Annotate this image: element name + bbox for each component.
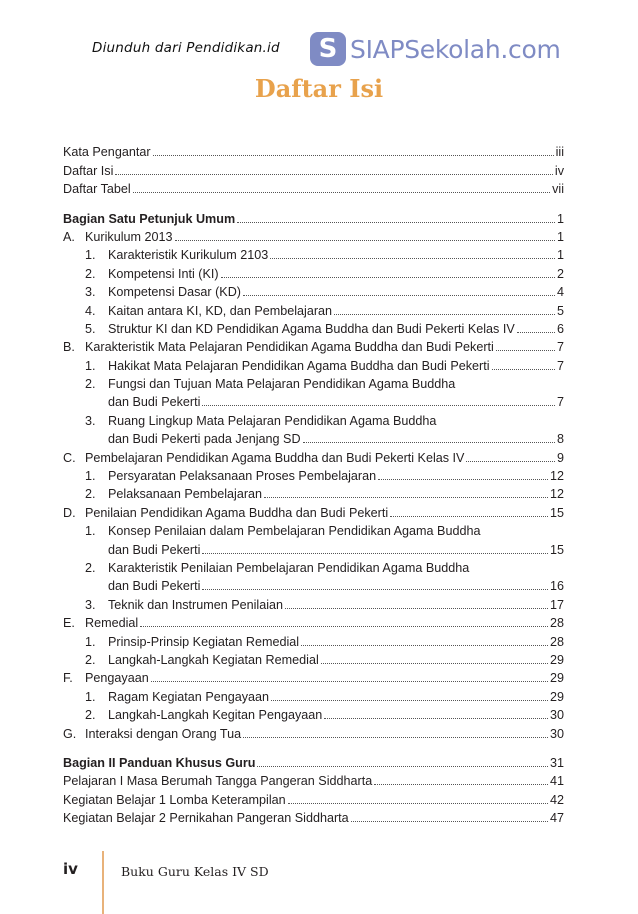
toc-entry-label: Karakteristik Mata Pelajaran Pendidikan Agama Buddha dan Budi Pekerti bbox=[85, 340, 494, 355]
toc-entry-number: 1. bbox=[85, 358, 96, 373]
toc-entry-number: 1. bbox=[85, 248, 96, 263]
toc-entry[interactable] bbox=[63, 375, 564, 393]
toc-entry-label: Fungsi dan Tujuan Mata Pelajaran Pendidikan Agama Buddha bbox=[108, 377, 456, 392]
toc-entry[interactable] bbox=[63, 790, 564, 808]
toc-leader-dots bbox=[390, 516, 548, 517]
toc-entry-number: 2. bbox=[85, 560, 96, 575]
toc-entry[interactable] bbox=[63, 320, 564, 338]
page-title: Daftar Isi bbox=[254, 74, 384, 103]
toc-leader-dots bbox=[321, 663, 548, 664]
toc-entry-label: Pengayaan bbox=[85, 671, 149, 686]
toc-entry[interactable] bbox=[63, 651, 564, 669]
toc-entry-page: 30 bbox=[549, 726, 564, 741]
toc-entry-label: Pelaksanaan Pembelajaran bbox=[108, 487, 263, 502]
toc-leader-dots bbox=[492, 369, 555, 370]
toc-leader-dots bbox=[243, 295, 555, 296]
toc-entry-page: 7 bbox=[556, 358, 564, 373]
toc-entry-number: 2. bbox=[85, 266, 96, 281]
toc-entry-page: 29 bbox=[549, 671, 564, 686]
toc-leader-dots bbox=[374, 784, 548, 785]
toc-entry-number: 1. bbox=[85, 469, 96, 484]
toc-entry[interactable] bbox=[63, 669, 564, 687]
toc-entry-label: Penilaian Pendidikan Agama Buddha dan Budi Pekerti bbox=[85, 505, 389, 520]
toc-entry-label: Hakikat Mata Pelajaran Pendidikan Agama Buddha dan Budi Pekerti bbox=[108, 358, 490, 373]
toc-entry-page: 7 bbox=[556, 395, 564, 410]
toc-leader-dots bbox=[115, 174, 553, 175]
toc-entry-page: iv bbox=[554, 163, 564, 178]
toc-entry-page: 12 bbox=[549, 469, 564, 484]
book-title-footer: Buku Guru Kelas IV SD bbox=[121, 864, 269, 879]
toc-entry[interactable] bbox=[63, 503, 564, 521]
toc-entry[interactable] bbox=[63, 301, 564, 319]
toc-entry[interactable] bbox=[63, 430, 564, 448]
toc-entry-label: dan Budi Pekerti bbox=[108, 395, 201, 410]
toc-entry-page: 41 bbox=[549, 774, 564, 789]
toc-entry-page: 28 bbox=[549, 616, 564, 631]
toc-leader-dots bbox=[153, 155, 554, 156]
section-gap bbox=[63, 198, 564, 209]
page-number: iv bbox=[63, 860, 78, 878]
toc-leader-dots bbox=[237, 222, 555, 223]
toc-leader-dots bbox=[517, 332, 555, 333]
toc-entry-page: 7 bbox=[556, 340, 564, 355]
toc-entry-label: Konsep Penilaian dalam Pembelajaran Pendidikan Agama Buddha bbox=[108, 524, 481, 539]
toc-entry-page: 17 bbox=[549, 597, 564, 612]
toc-entry[interactable] bbox=[63, 577, 564, 595]
toc-entry-label: Pelajaran I Masa Berumah Tangga Pangeran Siddharta bbox=[63, 774, 373, 789]
toc-entry[interactable] bbox=[63, 264, 564, 282]
toc-entry[interactable] bbox=[63, 485, 564, 503]
toc-entry[interactable] bbox=[63, 632, 564, 650]
toc-entry-page: 42 bbox=[549, 792, 564, 807]
toc-leader-dots bbox=[351, 821, 548, 822]
toc-entry-page: 8 bbox=[556, 432, 564, 447]
toc-entry-page: iii bbox=[555, 145, 564, 160]
toc-entry-number: 5. bbox=[85, 321, 96, 336]
toc-entry-page: 5 bbox=[556, 303, 564, 318]
toc-entry[interactable] bbox=[63, 614, 564, 632]
toc-entry-label: Ragam Kegiatan Pengayaan bbox=[108, 689, 270, 704]
toc-entry[interactable] bbox=[63, 467, 564, 485]
toc-entry-number: 2. bbox=[85, 652, 96, 667]
toc-entry-label: Karakteristik Kurikulum 2103 bbox=[108, 248, 269, 263]
table-of-contents bbox=[63, 143, 564, 827]
toc-leader-dots bbox=[257, 766, 548, 767]
toc-entry[interactable] bbox=[63, 143, 564, 161]
toc-entry-number: 3. bbox=[85, 597, 96, 612]
toc-leader-dots bbox=[202, 553, 548, 554]
toc-leader-dots bbox=[221, 277, 555, 278]
toc-leader-dots bbox=[243, 737, 548, 738]
toc-entry-number: 3. bbox=[85, 413, 96, 428]
toc-entry[interactable] bbox=[63, 706, 564, 724]
toc-entry-page: 1 bbox=[556, 229, 564, 244]
toc-entry-page: vii bbox=[552, 182, 564, 197]
toc-entry-page: 2 bbox=[556, 266, 564, 281]
toc-entry-label: Kompetensi Dasar (KD) bbox=[108, 285, 241, 300]
toc-entry-number: C. bbox=[63, 450, 76, 465]
toc-entry-number: G. bbox=[63, 726, 77, 741]
toc-entry-label: Karakteristik Penilaian Pembelajaran Pendidikan Agama Buddha bbox=[108, 560, 470, 575]
toc-entry-page: 29 bbox=[549, 689, 564, 704]
toc-leader-dots bbox=[271, 700, 548, 701]
toc-leader-dots bbox=[140, 626, 548, 627]
toc-entry-label: Kompetensi Inti (KI) bbox=[108, 266, 219, 281]
toc-leader-dots bbox=[175, 240, 555, 241]
toc-entry-label: Teknik dan Instrumen Penilaian bbox=[108, 597, 284, 612]
toc-leader-dots bbox=[466, 461, 555, 462]
toc-entry-page: 1 bbox=[556, 211, 564, 226]
toc-entry[interactable] bbox=[63, 809, 564, 827]
toc-entry[interactable] bbox=[63, 393, 564, 411]
toc-entry-number: 1. bbox=[85, 524, 96, 539]
toc-entry-number: F. bbox=[63, 671, 73, 686]
toc-entry-number: E. bbox=[63, 616, 75, 631]
toc-entry-label: Pembelajaran Pendidikan Agama Buddha dan Budi Pekerti Kelas IV bbox=[85, 450, 465, 465]
toc-entry-label: Bagian Satu Petunjuk Umum bbox=[63, 211, 236, 226]
toc-entry-page: 29 bbox=[549, 652, 564, 667]
toc-entry-page: 9 bbox=[556, 450, 564, 465]
toc-entry[interactable] bbox=[63, 246, 564, 264]
toc-entry-label: Langkah-Langkah Kegitan Pengayaan bbox=[108, 708, 323, 723]
toc-leader-dots bbox=[324, 718, 548, 719]
toc-entry-number: B. bbox=[63, 340, 75, 355]
toc-leader-dots bbox=[496, 350, 555, 351]
toc-entry-page: 31 bbox=[549, 755, 564, 770]
toc-entry-page: 47 bbox=[549, 811, 564, 826]
toc-entry-page: 1 bbox=[556, 248, 564, 263]
toc-entry-label: dan Budi Pekerti pada Jenjang SD bbox=[108, 432, 301, 447]
toc-leader-dots bbox=[285, 608, 548, 609]
toc-entry-number: 1. bbox=[85, 634, 96, 649]
toc-entry[interactable] bbox=[63, 338, 564, 356]
toc-leader-dots bbox=[202, 405, 555, 406]
toc-entry-label: Kurikulum 2013 bbox=[85, 229, 173, 244]
toc-entry[interactable] bbox=[63, 522, 564, 540]
toc-entry[interactable] bbox=[63, 540, 564, 558]
toc-entry[interactable] bbox=[63, 754, 564, 772]
toc-leader-dots bbox=[264, 497, 548, 498]
toc-entry-label: Persyaratan Pelaksanaan Proses Pembelajaran bbox=[108, 469, 377, 484]
toc-entry-page: 16 bbox=[549, 579, 564, 594]
toc-entry-number: D. bbox=[63, 505, 76, 520]
toc-entry[interactable] bbox=[63, 595, 564, 613]
toc-entry-label: Ruang Lingkup Mata Pelajaran Pendidikan Agama Buddha bbox=[108, 413, 437, 428]
watermark-text: Diunduh dari Pendidikan.id bbox=[92, 40, 280, 56]
toc-entry-page: 6 bbox=[556, 321, 564, 336]
toc-leader-dots bbox=[303, 442, 555, 443]
toc-entry-label: Kegiatan Belajar 1 Lomba Keterampilan bbox=[63, 792, 286, 807]
toc-entry-number: 2. bbox=[85, 487, 96, 502]
toc-leader-dots bbox=[202, 589, 548, 590]
toc-entry-number: 2. bbox=[85, 708, 96, 723]
toc-entry[interactable] bbox=[63, 448, 564, 466]
toc-entry-page: 15 bbox=[549, 505, 564, 520]
toc-entry-label: Bagian II Panduan Khusus Guru bbox=[63, 755, 256, 770]
toc-entry[interactable] bbox=[63, 228, 564, 246]
toc-entry-page: 30 bbox=[549, 708, 564, 723]
toc-leader-dots bbox=[301, 645, 548, 646]
toc-entry-label: Remedial bbox=[85, 616, 139, 631]
toc-entry-label: Kegiatan Belajar 2 Pernikahan Pangeran Siddharta bbox=[63, 811, 349, 826]
toc-leader-dots bbox=[334, 314, 555, 315]
toc-entry[interactable] bbox=[63, 411, 564, 429]
toc-entry-label: Kata Pengantar bbox=[63, 145, 151, 160]
toc-entry[interactable] bbox=[63, 687, 564, 705]
toc-entry-number: 2. bbox=[85, 377, 96, 392]
toc-entry-label: dan Budi Pekerti bbox=[108, 542, 201, 557]
toc-leader-dots bbox=[288, 803, 548, 804]
toc-entry-label: Interaksi dengan Orang Tua bbox=[85, 726, 242, 741]
toc-entry-page: 4 bbox=[556, 285, 564, 300]
toc-entry[interactable] bbox=[63, 180, 564, 198]
logo-text: SIAPSekolah.com bbox=[350, 34, 561, 64]
toc-entry-page: 12 bbox=[549, 487, 564, 502]
toc-leader-dots bbox=[270, 258, 555, 259]
toc-entry-page: 15 bbox=[549, 542, 564, 557]
toc-entry-number: 1. bbox=[85, 689, 96, 704]
toc-leader-dots bbox=[378, 479, 548, 480]
toc-leader-dots bbox=[133, 192, 550, 193]
toc-entry[interactable] bbox=[63, 559, 564, 577]
toc-entry-label: Prinsip-Prinsip Kegiatan Remedial bbox=[108, 634, 300, 649]
toc-entry-page: 28 bbox=[549, 634, 564, 649]
toc-entry-label: dan Budi Pekerti bbox=[108, 579, 201, 594]
toc-entry-label: Daftar Tabel bbox=[63, 182, 131, 197]
toc-entry-label: Kaitan antara KI, KD, dan Pembelajaran bbox=[108, 303, 333, 318]
toc-entry[interactable] bbox=[63, 161, 564, 179]
toc-entry[interactable] bbox=[63, 209, 564, 227]
site-logo[interactable] bbox=[310, 32, 561, 66]
toc-leader-dots bbox=[151, 681, 548, 682]
footer-divider bbox=[102, 851, 104, 914]
toc-entry-number: 3. bbox=[85, 285, 96, 300]
toc-entry[interactable] bbox=[63, 772, 564, 790]
toc-entry[interactable] bbox=[63, 283, 564, 301]
toc-entry-label: Struktur KI dan KD Pendidikan Agama Buddha dan Budi Pekerti Kelas IV bbox=[108, 321, 515, 336]
logo-badge-icon: S bbox=[310, 32, 346, 66]
toc-entry-number: 4. bbox=[85, 303, 96, 318]
toc-entry-number: A. bbox=[63, 229, 75, 244]
toc-entry-label: Langkah-Langkah Kegiatan Remedial bbox=[108, 652, 319, 667]
section-gap bbox=[63, 743, 564, 754]
toc-entry[interactable] bbox=[63, 724, 564, 742]
toc-entry[interactable] bbox=[63, 356, 564, 374]
toc-entry-label: Daftar Isi bbox=[63, 163, 114, 178]
